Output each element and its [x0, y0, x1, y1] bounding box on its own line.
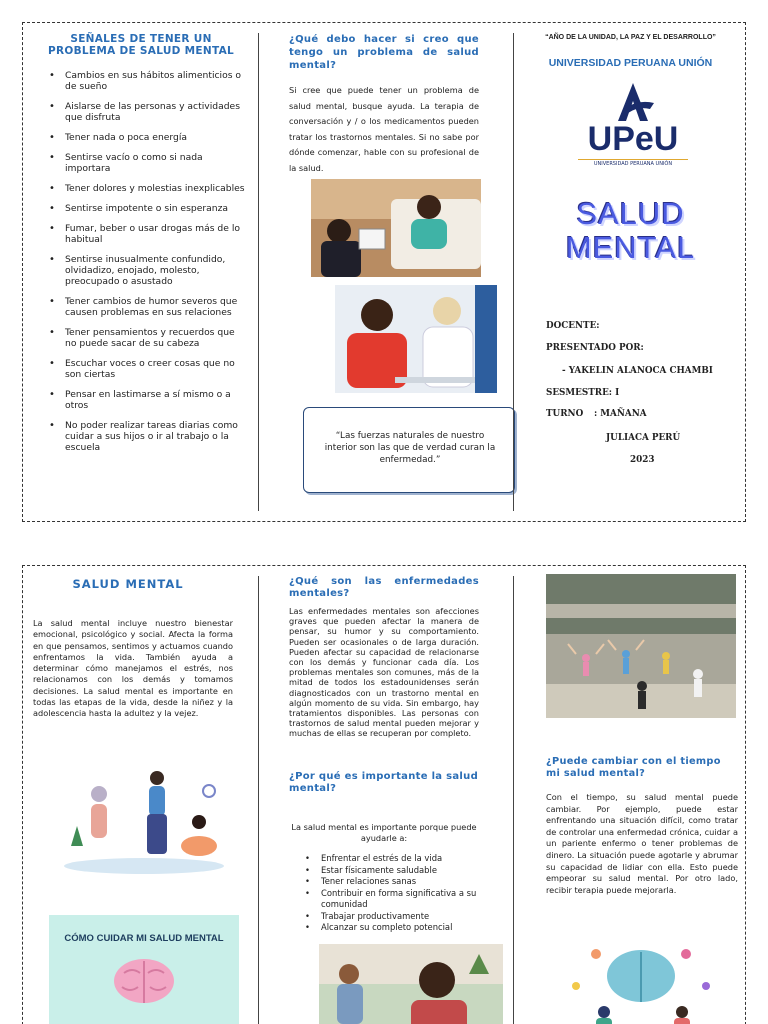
doctor-consultation-illustration	[335, 285, 497, 393]
signs-list-item: • Tener nada o poca energía	[43, 132, 248, 143]
stressed-mother-photo	[319, 944, 503, 1024]
cambio-column	[514, 566, 747, 1024]
signs-list-item: • Fumar, beber o usar drogas más de lo habitual	[43, 223, 248, 245]
importancia-list-item: • Contribuir en forma significativa a su comunidad	[289, 888, 489, 911]
upeu-logo-text: UPeU	[587, 120, 679, 158]
brain-people-illustration	[546, 936, 736, 1024]
cover-title-line1: SALUD	[576, 196, 685, 231]
upeu-logo-subtitle: UNIVERSIDAD PERUANA UNIÓN	[578, 159, 688, 167]
brochure-page-inside	[22, 565, 746, 1024]
brain-meditation-icon	[546, 936, 736, 1024]
signs-list-item: • Tener dolores y molestias inexplicables	[43, 183, 248, 194]
signs-list-item: • Sentirse inusualmente confundido, olvidadizo, enojado, molesto, preocupado o asustado	[43, 254, 248, 287]
enfermedades-title: ¿Qué son las enfermedades mentales?	[289, 576, 479, 599]
year-motto: “AÑO DE LA UNIDAD, LA PAZ Y EL DESARROLLO”	[545, 34, 716, 41]
upeu-logo-mark	[578, 79, 688, 123]
doctor-consultation-photo	[335, 285, 497, 393]
cover-column	[514, 23, 747, 521]
docente-label: DOCENTE:	[546, 321, 600, 331]
therapy-session-illustration	[311, 179, 481, 277]
signs-list-item: • Escuchar voces o creer cosas que no son ciertas	[43, 358, 248, 380]
therapy-session-photo	[311, 179, 481, 277]
city-label: JULIACA PERÚ	[606, 433, 681, 443]
group-yoga-illustration	[546, 574, 736, 718]
cambio-text: Con el tiempo, su salud mental puede cambiar. Por ejemplo, puede estar enfrentando una situación difícil, como tratar de controlar una enfermedad crónica, cuidar a un pariente enfermo o tener problemas de dinero. La situación puede agotarle y abrumar su capacidad de lidiar con ella. Esto puede empeorar su salud mental. Por otro lado, recibir terapia puede mejorarla.	[546, 792, 738, 895]
presentado-label: PRESENTADO POR:	[546, 343, 644, 353]
signs-list-item: • Pensar en lastimarse a sí mismo o a otros	[43, 389, 248, 411]
cover-title	[514, 197, 747, 265]
signs-list-item: • Sentirse vacío o como si nada importara	[43, 152, 248, 174]
signs-list-item: • Cambios en sus hábitos alimenticios o de sueño	[43, 70, 248, 92]
quote-text: “Las fuerzas naturales de nuestro interior son las que de verdad curan la enfermedad.”	[324, 431, 496, 465]
signs-list-item: • Sentirse impotente o sin esperanza	[43, 203, 248, 214]
care-card	[49, 915, 239, 1024]
importancia-title: ¿Por qué es importante la salud mental?	[289, 771, 479, 794]
care-card-title: CÓMO CUIDAR MI SALUD MENTAL	[64, 933, 224, 944]
brochure-page-outside	[22, 22, 746, 522]
importancia-list	[289, 853, 489, 934]
importancia-intro: La salud mental es importante porque puede ayudarle a:	[291, 822, 477, 843]
turno-value: : MAÑANA	[594, 409, 647, 419]
importancia-list-item: • Tener relaciones sanas	[289, 876, 489, 888]
university-name: UNIVERSIDAD PERUANA UNIÓN	[548, 57, 713, 69]
year-label: 2023	[630, 455, 655, 465]
group-yoga-photo	[546, 574, 736, 718]
help-title: ¿Qué debo hacer si creo que tengo un problema de salud mental?	[289, 34, 479, 71]
salud-mental-column	[23, 566, 258, 1024]
help-text: Si cree que puede tener un problema de salud mental, busque ayuda. La terapia de conversación y / o los medicamentos pueden tratar los trastornos mentales. Si no sabe por dónde comenzar, hable con su profesional de la salud.	[289, 85, 479, 173]
cambio-title: ¿Puede cambiar con el tiempo mi salud mental?	[546, 756, 721, 779]
brain-icon	[94, 951, 194, 1011]
cover-title-line2: MENTAL	[565, 230, 696, 265]
signs-list	[43, 70, 248, 462]
importancia-list-item: • Estar físicamente saludable	[289, 865, 489, 877]
signs-column	[23, 23, 258, 521]
enfermedades-column	[259, 566, 513, 1024]
signs-list-item: • Aislarse de las personas y actividades que disfruta	[43, 101, 248, 123]
importancia-list-item: • Alcanzar su completo potencial	[289, 922, 489, 934]
stressed-mother-illustration	[319, 944, 503, 1024]
quote-scroll	[303, 407, 515, 493]
importancia-list-item: • Trabajar productivamente	[289, 911, 489, 923]
help-column	[259, 23, 513, 521]
turno-label: TURNO	[546, 409, 584, 419]
salud-mental-text: La salud mental incluye nuestro bienestar emocional, psicológico y social. Afecta la forma en que pensamos, sentimos y actuamos cuando enfrentamos la vida. También ayuda a determinar cómo manejamos el estrés, nos relacionamos con los demás y tomamos decisiones. La salud mental es importante en todas las etapas de la vida, desde la niñez y la adolescencia hasta la adultez y la vejez.	[33, 618, 233, 719]
wellness-illustration	[59, 766, 229, 876]
salud-mental-title: SALUD MENTAL	[72, 577, 184, 591]
upeu-logo	[578, 79, 688, 174]
importancia-list-item: • Enfrentar el estrés de la vida	[289, 853, 489, 865]
enfermedades-text: Las enfermedades mentales son afecciones graves que pueden afectar la manera de pensar, su humor y su comportamiento. Pueden ser ocasionales o de larga duración. Pueden afectar su capacidad de relacionarse con los demás y funcionar cada día. Los problemas mentales son comunes, más de la mitad de todos los estadounidenses serán diagnosticados con un trastorno mental en algún momento de su vida. Sin embargo, hay tratamientos disponibles. Las personas con trastornos de salud mental pueden mejorar y muchas de ellas se recuperan por completo.	[289, 606, 479, 739]
signs-list-item: • No poder realizar tareas diarias como cuidar a sus hijos o ir al trabajo o la escuela	[43, 420, 248, 453]
people-exercising-illustration	[59, 766, 229, 876]
signs-list-item: • Tener cambios de humor severos que causen problemas en sus relaciones	[43, 296, 248, 318]
semestre-label: SESMESTRE: I	[546, 388, 620, 398]
author-name: - YAKELIN ALANOCA CHAMBI	[562, 366, 713, 376]
signs-list-item: • Tener pensamientos y recuerdos que no puede sacar de su cabeza	[43, 327, 248, 349]
signs-title: SEÑALES DE TENER UN PROBLEMA DE SALUD MENTAL	[47, 33, 235, 57]
